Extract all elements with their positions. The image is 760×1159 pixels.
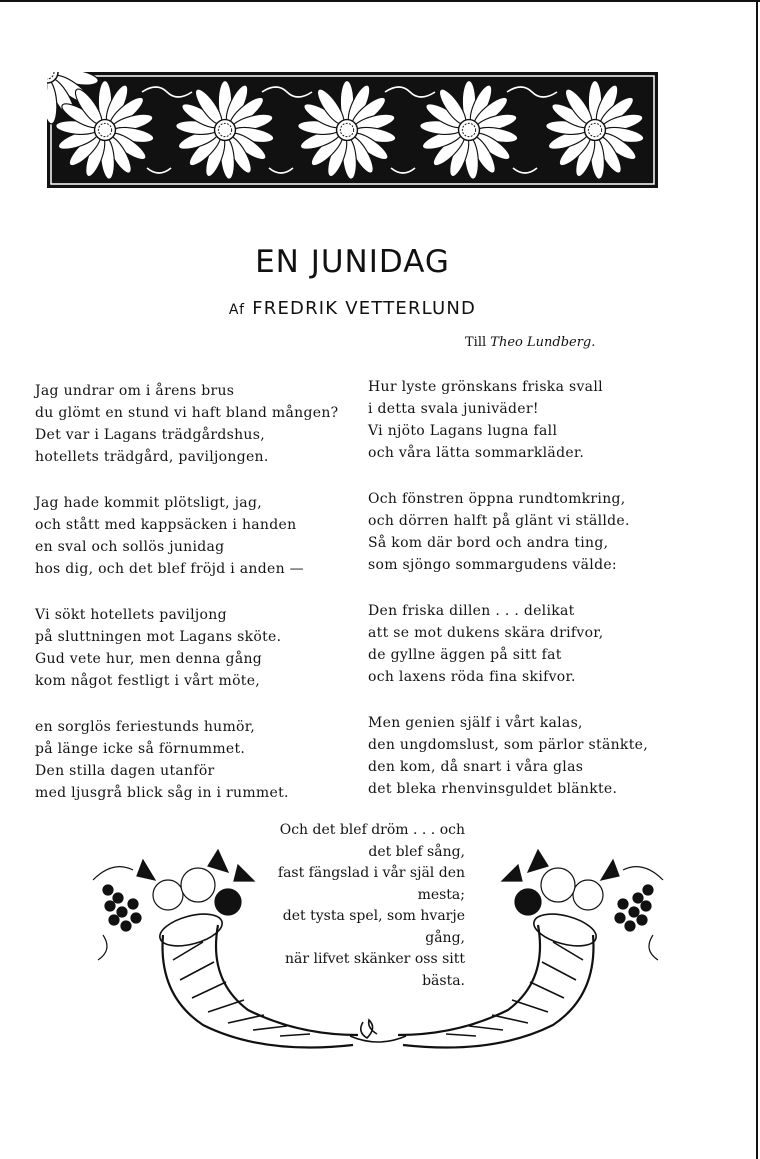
final-stanza: [247, 820, 465, 992]
verse-line: du glömt en stund vi haft bland mången?: [35, 405, 339, 421]
verse-line: Jag undrar om i årens brus: [35, 383, 235, 399]
verse-line: hos dig, och det blef fröjd i anden —: [35, 561, 304, 577]
verse-line: det bleka rhenvinsguldet blänkte.: [368, 781, 618, 797]
final-line: fast fängslad i vår själ den: [277, 865, 465, 881]
verse-line: Gud vete hur, men denna gång: [35, 651, 263, 667]
stanza: [368, 376, 698, 464]
verse-line: på sluttningen mot Lagans sköte.: [35, 629, 282, 645]
stanza: [35, 716, 365, 804]
daisy-banner-illustration: [47, 72, 658, 188]
stanza: [368, 488, 698, 576]
verse-line: kom något festligt i vårt möte,: [35, 673, 261, 689]
page-top-edge: [0, 0, 760, 2]
verse-line: Hur lyste grönskans friska svall: [368, 379, 603, 395]
verse-line: de gyllne äggen på sitt fat: [368, 647, 562, 663]
verse-line: den kom, då snart i våra glas: [368, 759, 584, 775]
verse-line: och våra lätta sommarkläder.: [368, 445, 585, 461]
final-line: det tysta spel, som hvarje: [282, 908, 465, 924]
center-knot-icon: [350, 1020, 406, 1042]
verse-line: på länge icke så förnummet.: [35, 741, 246, 757]
verse-line: att se mot dukens skära drifvor,: [368, 625, 604, 641]
verse-line: Jag hade kommit plötsligt, jag,: [35, 495, 262, 511]
stanza: [368, 712, 698, 800]
final-line-continuation: bästa.: [422, 972, 465, 989]
verse-line: och stått med kappsäcken i handen: [35, 517, 297, 533]
verse-line: Så kom där bord och andra ting,: [368, 535, 609, 551]
verse-line: Den stilla dagen utanför: [35, 763, 215, 779]
left-column: [35, 380, 365, 828]
byline-author: FREDRIK VETTERLUND: [252, 298, 477, 319]
final-line-continuation: det blef sång,: [368, 843, 465, 860]
stanza: [35, 604, 365, 692]
page-right-edge: [756, 0, 758, 1159]
right-column: [368, 376, 698, 824]
verse-line: en sval och sollös junidag: [35, 539, 225, 555]
stanza: [35, 492, 365, 580]
verse-line: Den friska dillen . . . delikat: [368, 603, 575, 619]
poem-byline: [0, 298, 705, 319]
verse-line: och dörren halft på glänt vi ställde.: [368, 513, 630, 529]
poem-title: EN JUNIDAG: [255, 244, 450, 280]
dedication-name: Theo Lundberg.: [490, 335, 596, 350]
verse-line: den ungdomslust, som pärlor stänkte,: [368, 737, 648, 753]
verse-line: och laxens röda fina skifvor.: [368, 669, 576, 685]
dedication-prefix: Till: [465, 335, 487, 350]
left-fruit-icon: [93, 850, 254, 960]
dedication: [465, 335, 595, 350]
right-fruit-icon: [502, 850, 663, 960]
byline-prefix: Af: [228, 302, 246, 318]
verse-line: Men genien själf i vårt kalas,: [368, 715, 583, 731]
verse-line: som sjöngo sommargudens välde:: [368, 557, 617, 573]
verse-line: Vi sökt hotellets paviljong: [35, 607, 227, 623]
verse-line: i detta svala juniväder!: [368, 401, 539, 417]
verse-line: en sorglös feriestunds humör,: [35, 719, 255, 735]
verse-line: Vi njöto Lagans lugna fall: [368, 423, 558, 439]
final-line-continuation: mesta;: [417, 886, 465, 903]
verse-line: Och fönstren öppna rundtomkring,: [368, 491, 626, 507]
verse-line: hotellets trädgård, paviljongen.: [35, 449, 269, 465]
verse-line: Det var i Lagans trädgårdshus,: [35, 427, 265, 443]
stanza: [368, 600, 698, 688]
final-line-continuation: gång,: [425, 929, 465, 946]
stanza: [35, 380, 365, 468]
final-line: Och det blef dröm . . . och: [279, 822, 465, 838]
final-line: när lifvet skänker oss sitt: [284, 951, 465, 967]
verse-line: med ljusgrå blick såg in i rummet.: [35, 785, 289, 801]
